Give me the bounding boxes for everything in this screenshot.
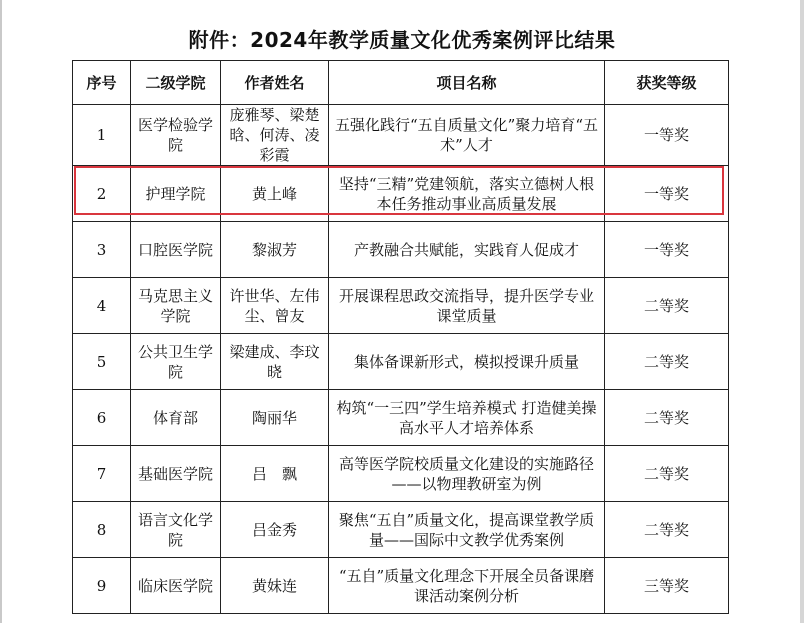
cell-project: 聚焦“五自”质量文化，提高课堂教学质量——国际中文教学优秀案例: [329, 502, 605, 558]
cell-author: 庞雅琴、梁楚晗、何涛、凌彩霞: [221, 105, 329, 166]
table-row: [73, 222, 729, 278]
cell-author: 黄妹连: [221, 558, 329, 614]
cell-index: 8: [73, 502, 131, 558]
cell-award: 三等奖: [605, 558, 729, 614]
cell-award: 一等奖: [605, 222, 729, 278]
header-award: 获奖等级: [605, 61, 729, 105]
cell-index: 3: [73, 222, 131, 278]
table-row: [73, 334, 729, 390]
cell-index: 4: [73, 278, 131, 334]
document-title: 附件：2024年教学质量文化优秀案例评比结果: [188, 28, 616, 52]
cell-project: 坚持“三精”党建领航，落实立德树人根本任务推动事业高质量发展: [329, 166, 605, 222]
table-row: [73, 446, 729, 502]
cell-college: 护理学院: [131, 166, 221, 222]
table-row: [73, 390, 729, 446]
viewer-scrollbar-edge[interactable]: [800, 0, 804, 623]
cell-college: 口腔医学院: [131, 222, 221, 278]
cell-project: 构筑“一三四”学生培养模式 打造健美操高水平人才培养体系: [329, 390, 605, 446]
cell-author: 梁建成、李玟晓: [221, 334, 329, 390]
cell-project: 集体备课新形式，模拟授课升质量: [329, 334, 605, 390]
header-author: 作者姓名: [221, 61, 329, 105]
table-row: [73, 558, 729, 614]
cell-college: 体育部: [131, 390, 221, 446]
cell-college: 公共卫生学院: [131, 334, 221, 390]
cell-author: 许世华、左伟尘、曾友: [221, 278, 329, 334]
cell-award: 二等奖: [605, 502, 729, 558]
results-table: [72, 60, 729, 614]
cell-project: 五强化践行“五自质量文化”聚力培育“五术”人才: [329, 105, 605, 166]
cell-award: 二等奖: [605, 390, 729, 446]
cell-award: 一等奖: [605, 166, 729, 222]
cell-award: 二等奖: [605, 334, 729, 390]
table-row: [73, 105, 729, 166]
cell-index: 1: [73, 105, 131, 166]
cell-college: 语言文化学院: [131, 502, 221, 558]
table-header-row: [73, 61, 729, 105]
cell-project: “五自”质量文化理念下开展全员备课磨课活动案例分析: [329, 558, 605, 614]
cell-college: 基础医学院: [131, 446, 221, 502]
cell-project: 产教融合共赋能，实践育人促成才: [329, 222, 605, 278]
cell-award: 二等奖: [605, 446, 729, 502]
cell-award: 二等奖: [605, 278, 729, 334]
viewer-left-edge: [0, 0, 2, 623]
table-row: [73, 278, 729, 334]
cell-project: 高等医学院校质量文化建设的实施路径 ——以物理教研室为例: [329, 446, 605, 502]
table-row: [73, 502, 729, 558]
header-college: 二级学院: [131, 61, 221, 105]
cell-index: 9: [73, 558, 131, 614]
cell-index: 2: [73, 166, 131, 222]
cell-author: 吕金秀: [221, 502, 329, 558]
cell-author: 黎淑芳: [221, 222, 329, 278]
cell-index: 5: [73, 334, 131, 390]
cell-project: 开展课程思政交流指导，提升医学专业课堂质量: [329, 278, 605, 334]
cell-author: 陶丽华: [221, 390, 329, 446]
header-index: 序号: [73, 61, 131, 105]
cell-college: 临床医学院: [131, 558, 221, 614]
cell-index: 6: [73, 390, 131, 446]
table-row-highlighted: [73, 166, 729, 222]
cell-college: 医学检验学院: [131, 105, 221, 166]
header-project: 项目名称: [329, 61, 605, 105]
cell-author: 吕 飘: [221, 446, 329, 502]
cell-award: 一等奖: [605, 105, 729, 166]
cell-index: 7: [73, 446, 131, 502]
cell-college: 马克思主义学院: [131, 278, 221, 334]
cell-author: 黄上峰: [221, 166, 329, 222]
